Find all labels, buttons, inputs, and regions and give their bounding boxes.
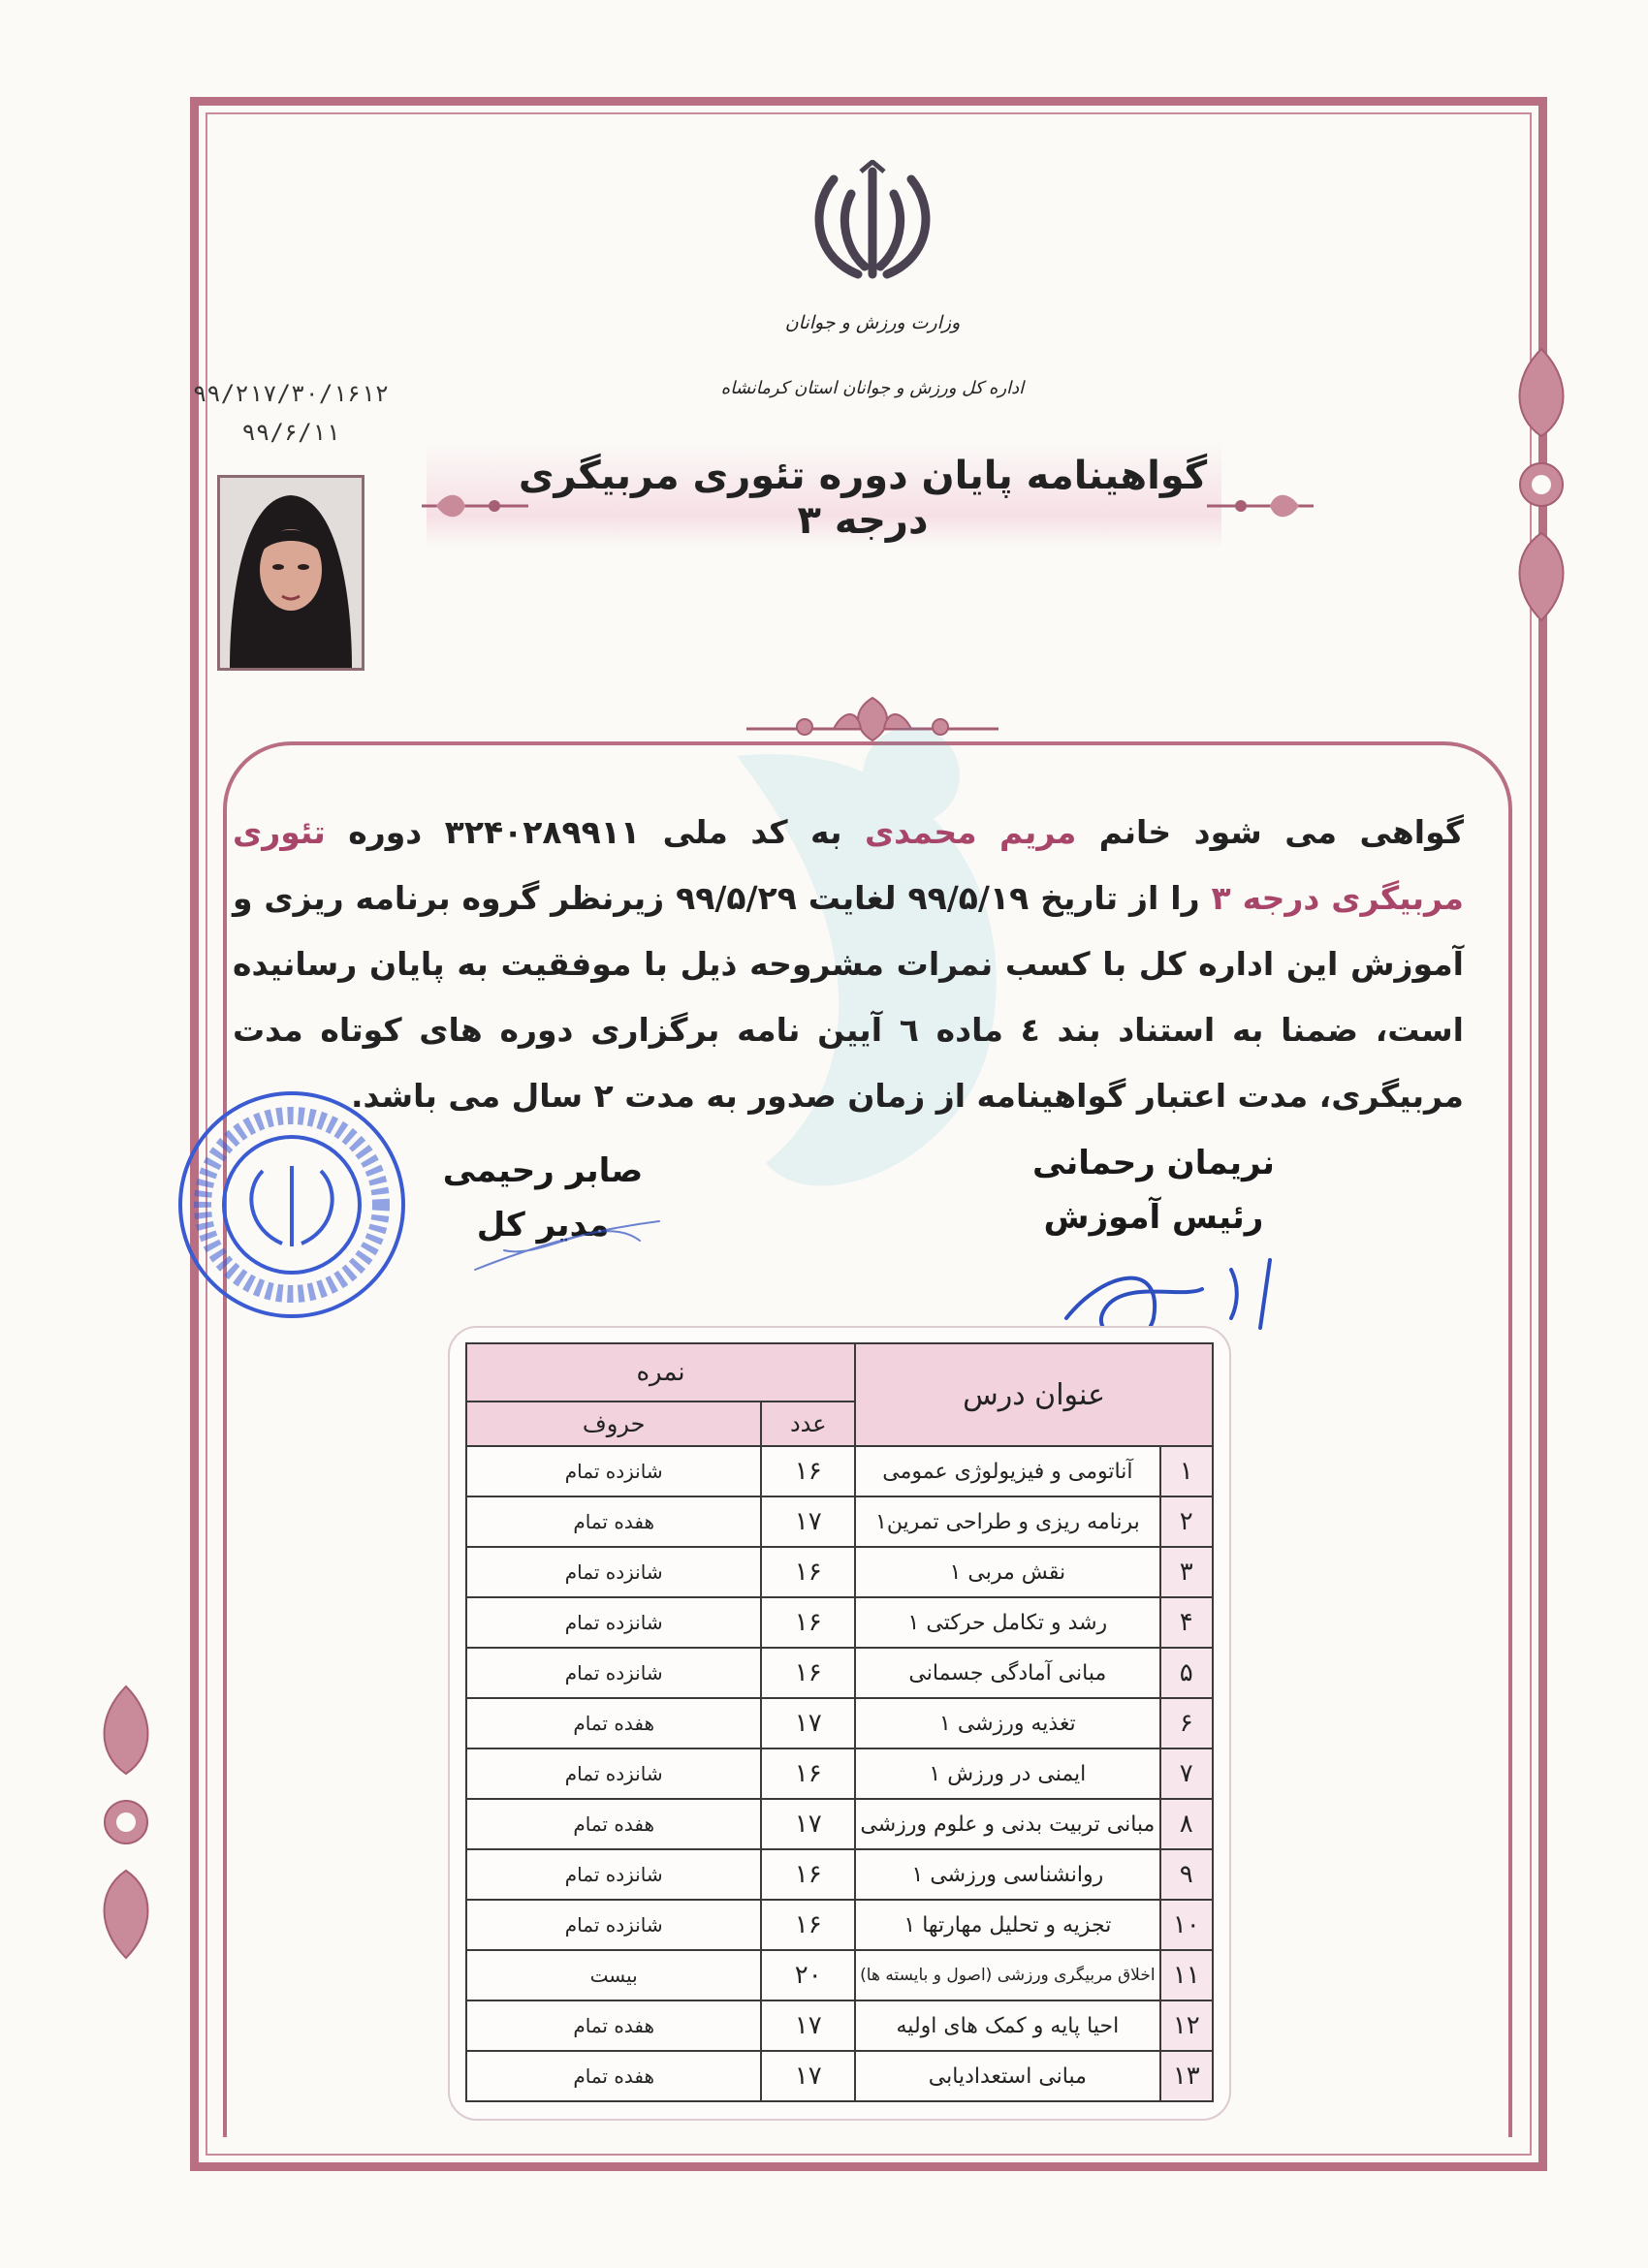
table-row xyxy=(466,2000,1213,2051)
text-part-3: را از تاریخ ۹۹/۵/۱۹ لغایت ۹۹/۵/۲۹ زیرنظر گروه برنامه ریزی و آموزش این اداره کل با کسب نمرات مشروحه ذیل با موفقیت به پایان رسانیده است، ضمنا به استناد بند ٤ ماده ٦ آیین نامه برگزاری دوره های کوتاه مدت مربیگری، مدت اعتبار گواهینامه از زمان صدور به مدت ۲ سال می باشد. xyxy=(233,879,1464,1115)
grade-letters: هفده تمام xyxy=(466,1496,761,1547)
text-part-2: به کد ملی ۳۲۴۰۲۸۹۹۱۱ دوره xyxy=(325,813,865,851)
course-title: آناتومی و فیزیولوژی عمومی xyxy=(855,1446,1159,1496)
iran-emblem-icon xyxy=(805,160,940,286)
grade-letters: شانزده تمام xyxy=(466,1748,761,1799)
holder-photo xyxy=(217,475,364,671)
grade-letters: شانزده تمام xyxy=(466,1446,761,1496)
row-number: ۷ xyxy=(1160,1748,1213,1799)
grade-digits: ۱۷ xyxy=(761,1799,855,1849)
grade-letters: هفده تمام xyxy=(466,1698,761,1748)
grade-letters: بیست xyxy=(466,1950,761,2000)
row-number: ۴ xyxy=(1160,1597,1213,1648)
grade-letters: شانزده تمام xyxy=(466,1547,761,1597)
table-row xyxy=(466,1698,1213,1748)
side-ornament-left xyxy=(87,1677,165,1968)
grade-digits: ۱۷ xyxy=(761,1698,855,1748)
table-row xyxy=(466,1799,1213,1849)
signatory-right-name: نریمان رحمانی xyxy=(1032,1144,1275,1182)
course-title: مبانی آمادگی جسمانی xyxy=(855,1648,1159,1698)
grade-letters: هفده تمام xyxy=(466,2051,761,2101)
course-title: روانشناسی ورزشی ۱ xyxy=(855,1849,1159,1900)
course-title: نقش مربی ۱ xyxy=(855,1547,1159,1597)
table-row xyxy=(466,1496,1213,1547)
table-row xyxy=(466,2051,1213,2101)
table-row xyxy=(466,1950,1213,2000)
grade-digits: ۱۶ xyxy=(761,1748,855,1799)
row-number: ۸ xyxy=(1160,1799,1213,1849)
row-number: ۱ xyxy=(1160,1446,1213,1496)
grade-digits: ۱۶ xyxy=(761,1547,855,1597)
reference-date: ۹۹/۶/۱۱ xyxy=(241,419,340,446)
grade-digits: ۱۶ xyxy=(761,1849,855,1900)
table-row xyxy=(466,1648,1213,1698)
grades-table xyxy=(465,1342,1214,2102)
grade-digits: ۱۶ xyxy=(761,1648,855,1698)
grade-letters: شانزده تمام xyxy=(466,1597,761,1648)
course-title: اخلاق مربیگری ورزشی (اصول و بایسته ها) xyxy=(855,1950,1159,2000)
row-number: ۶ xyxy=(1160,1698,1213,1748)
table-row xyxy=(466,1547,1213,1597)
signature-left xyxy=(465,1192,717,1289)
course-title: تجزیه و تحلیل مهارتها ۱ xyxy=(855,1900,1159,1950)
grade-digits: ۲۰ xyxy=(761,1950,855,2000)
row-number: ۱۳ xyxy=(1160,2051,1213,2101)
signatory-right-role: رئیس آموزش xyxy=(1043,1198,1264,1237)
course-title: برنامه ریزی و طراحی تمرین۱ xyxy=(855,1496,1159,1547)
certificate-title: گواهینامه پایان دوره تئوری مربیگری درجه ۳ xyxy=(518,454,1208,543)
grade-letters: شانزده تمام xyxy=(466,1849,761,1900)
side-ornament-right xyxy=(1503,339,1580,630)
course-title: رشد و تکامل حرکتی ۱ xyxy=(855,1597,1159,1648)
table-row xyxy=(466,1849,1213,1900)
reference-number: ۹۹/۲۱۷/۳۰/۱۶۱۲ xyxy=(192,380,390,407)
row-number: ۹ xyxy=(1160,1849,1213,1900)
table-row xyxy=(466,1597,1213,1648)
grade-digits: ۱۶ xyxy=(761,1446,855,1496)
grade-letters: هفده تمام xyxy=(466,1799,761,1849)
table-row xyxy=(466,1748,1213,1799)
grade-digits: ۱۷ xyxy=(761,2000,855,2051)
grade-letters: هفده تمام xyxy=(466,2000,761,2051)
grade-digits: ۱۶ xyxy=(761,1597,855,1648)
table-row xyxy=(466,1900,1213,1950)
signatory-left-role: مدیر کل xyxy=(476,1206,610,1244)
portrait-image xyxy=(220,478,362,668)
grades-body xyxy=(466,1446,1213,2101)
grade-digits: ۱۷ xyxy=(761,2051,855,2101)
row-number: ۲ xyxy=(1160,1496,1213,1547)
certificate-text xyxy=(233,800,1464,1129)
ministry-name: وزارت ورزش و جوانان xyxy=(784,312,961,333)
holder-name: مریم محمدی xyxy=(864,813,1077,851)
course-title: ایمنی در ورزش ۱ xyxy=(855,1748,1159,1799)
text-part-1: گواهی می شود خانم xyxy=(1076,813,1464,851)
course-title: مبانی تربیت بدنی و علوم ورزشی xyxy=(855,1799,1159,1849)
row-number: ۱۰ xyxy=(1160,1900,1213,1950)
department-name: اداره کل ورزش و جوانان استان کرمانشاه xyxy=(720,378,1025,398)
course-title: تغذیه ورزشی ۱ xyxy=(855,1698,1159,1748)
signatory-left-name: صابر رحیمی xyxy=(442,1151,644,1190)
course-title: احیا پایه و کمک های اولیه xyxy=(855,2000,1159,2051)
table-row xyxy=(466,1446,1213,1496)
grade-letters: شانزده تمام xyxy=(466,1900,761,1950)
header-grade: نمره xyxy=(466,1343,855,1402)
course-name: تئوری مربیگری درجه ۳ xyxy=(233,813,1464,917)
row-number: ۱۱ xyxy=(1160,1950,1213,2000)
official-stamp xyxy=(171,1084,413,1326)
header-digits: عدد xyxy=(761,1402,855,1446)
grade-digits: ۱۷ xyxy=(761,1496,855,1547)
grade-letters: شانزده تمام xyxy=(466,1648,761,1698)
row-number: ۵ xyxy=(1160,1648,1213,1698)
header-letters: حروف xyxy=(466,1402,761,1446)
row-number: ۳ xyxy=(1160,1547,1213,1597)
grade-digits: ۱۶ xyxy=(761,1900,855,1950)
header-course-title: عنوان درس xyxy=(855,1343,1213,1446)
row-number: ۱۲ xyxy=(1160,2000,1213,2051)
course-title: مبانی استعدادیابی xyxy=(855,2051,1159,2101)
